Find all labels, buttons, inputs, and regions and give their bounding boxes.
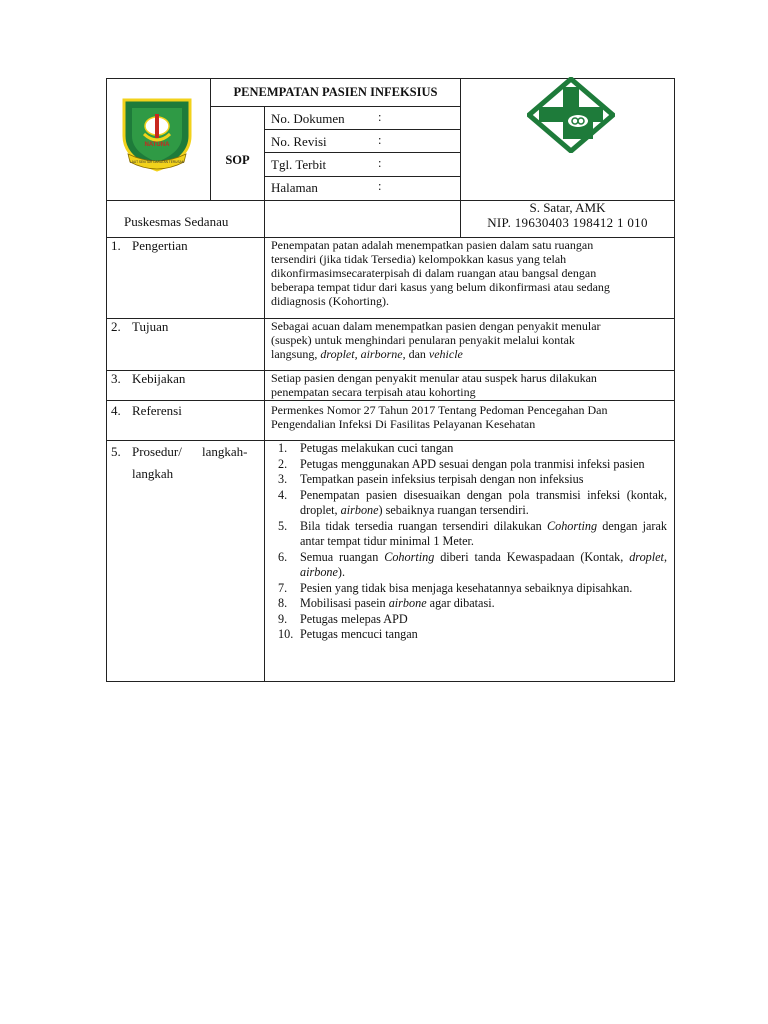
text-line: Sebagai acuan dalam menempatkan pasien dengan penyakit menular bbox=[271, 319, 601, 333]
section-label-cell bbox=[106, 400, 265, 441]
list-item: 9. Petugas melepas APD bbox=[278, 611, 408, 626]
section-label-procedure-c: langkah bbox=[132, 466, 174, 481]
list-item: 1. Petugas melakukan cuci tangan bbox=[278, 441, 454, 455]
field-label-doc-number: No. Dokumen bbox=[271, 111, 345, 126]
field-label-issue-date: Tgl. Terbit bbox=[271, 157, 327, 172]
field-sep: : bbox=[378, 179, 382, 193]
facility-name: Puskesmas Sedanau bbox=[124, 214, 229, 229]
purpose-text bbox=[271, 319, 601, 361]
text-line: Pengendalian Infeksi Di Fasilitas Pelayanan Kesehatan bbox=[271, 417, 536, 431]
text-line: langsung, droplet, airborne, dan vehicle bbox=[271, 347, 463, 361]
text-line: Permenkes Nomor 27 Tahun 2017 Tentang Pedoman Pencegahan Dan bbox=[271, 403, 608, 417]
text-line: dikonfirmasimsecaraterpisah di dalam ruangan atau bangsal dengan bbox=[271, 266, 597, 280]
section-number: 5. bbox=[111, 444, 121, 459]
section-number: 4. bbox=[111, 403, 121, 418]
section-label-procedure-a: Prosedur/ bbox=[132, 444, 182, 459]
list-item: 2. Petugas menggunakan APD sesuai dengan pola tranmisi infeksi pasien bbox=[278, 456, 645, 471]
field-label-revision: No. Revisi bbox=[271, 134, 327, 149]
section-label-purpose: Tujuan bbox=[132, 319, 169, 334]
text-line: tersendiri (jika tidak Tersedia) kelompokkan kasus yang telah bbox=[271, 252, 567, 266]
list-item: 7. Pesien yang tidak bisa menjaga kesehatannya sebaiknya dipisahkan. bbox=[278, 580, 633, 595]
field-sep: : bbox=[378, 110, 382, 124]
policy-text bbox=[271, 371, 597, 399]
definition-text bbox=[271, 238, 610, 308]
list-item: 3. Tempatkan pasein infeksius terpisah dengan non infeksius bbox=[278, 472, 584, 486]
list-item: 10. Petugas mencuci tangan bbox=[278, 627, 418, 641]
list-item: 5. Bila tidak tersedia ruangan tersendiri dilakukan Cohorting dengan jarak antar tempat tidur minimal 1 Meter. bbox=[278, 518, 667, 548]
text-line: (suspek) untuk menghindari penularan penyakit melalui kontak bbox=[271, 333, 575, 347]
emblem-ribbon-text: LAUT SEKITAR DARATAN TERUSAN bbox=[129, 160, 185, 164]
list-item: 4. Penempatan pasien disesuaikan dengan pola transmisi infeksi (kontak, droplet, airbone) sebaiknya ruangan tersendiri. bbox=[278, 487, 667, 517]
section-number: 1. bbox=[111, 238, 121, 253]
list-item: 6. Semua ruangan Cohorting diberi tanda Kewaspadaan (Kontak, droplet, airbone). bbox=[278, 549, 667, 579]
signer-nip: NIP. 19630403 198412 1 010 bbox=[487, 215, 648, 230]
puskesmas-logo-icon bbox=[527, 77, 615, 153]
section-label-procedure-b: langkah- bbox=[202, 444, 248, 459]
section-label-policy: Kebijakan bbox=[132, 371, 186, 386]
field-sep: : bbox=[378, 133, 382, 147]
regency-emblem-icon bbox=[118, 96, 196, 174]
document-title: PENEMPATAN PASIEN INFEKSIUS bbox=[233, 85, 438, 99]
text-line: didiagnosis (Kohorting). bbox=[271, 294, 389, 308]
section-label-reference: Referensi bbox=[132, 403, 182, 418]
section-label-definition: Pengertian bbox=[132, 238, 188, 253]
field-sep: : bbox=[378, 156, 382, 170]
section-number: 3. bbox=[111, 371, 121, 386]
procedure-steps bbox=[278, 441, 667, 643]
reference-text bbox=[271, 403, 607, 431]
text-line: beberapa tempat tidur dari kasus yang belum dikonfirmasi atau sedang bbox=[271, 280, 610, 294]
section-label-cell bbox=[106, 370, 265, 401]
sop-label: SOP bbox=[225, 153, 250, 167]
text-line: Setiap pasien dengan penyakit menular atau suspek harus dilakukan bbox=[271, 371, 597, 385]
text-line: penempatan secara terpisah atau kohorting bbox=[271, 385, 476, 399]
text-line: Penempatan patan adalah menempatkan pasien dalam satu ruangan bbox=[271, 238, 594, 252]
blank-cell bbox=[264, 200, 461, 238]
section-number: 2. bbox=[111, 319, 121, 334]
section-label-cell bbox=[106, 440, 265, 682]
field-label-page: Halaman bbox=[271, 180, 318, 195]
section-label-cell bbox=[106, 318, 265, 371]
emblem-logo-text: NATUNA bbox=[144, 142, 170, 148]
signer-name: S. Satar, AMK bbox=[529, 200, 606, 215]
list-item: 8. Mobilisasi pasein airbone agar dibatasi. bbox=[278, 596, 495, 610]
